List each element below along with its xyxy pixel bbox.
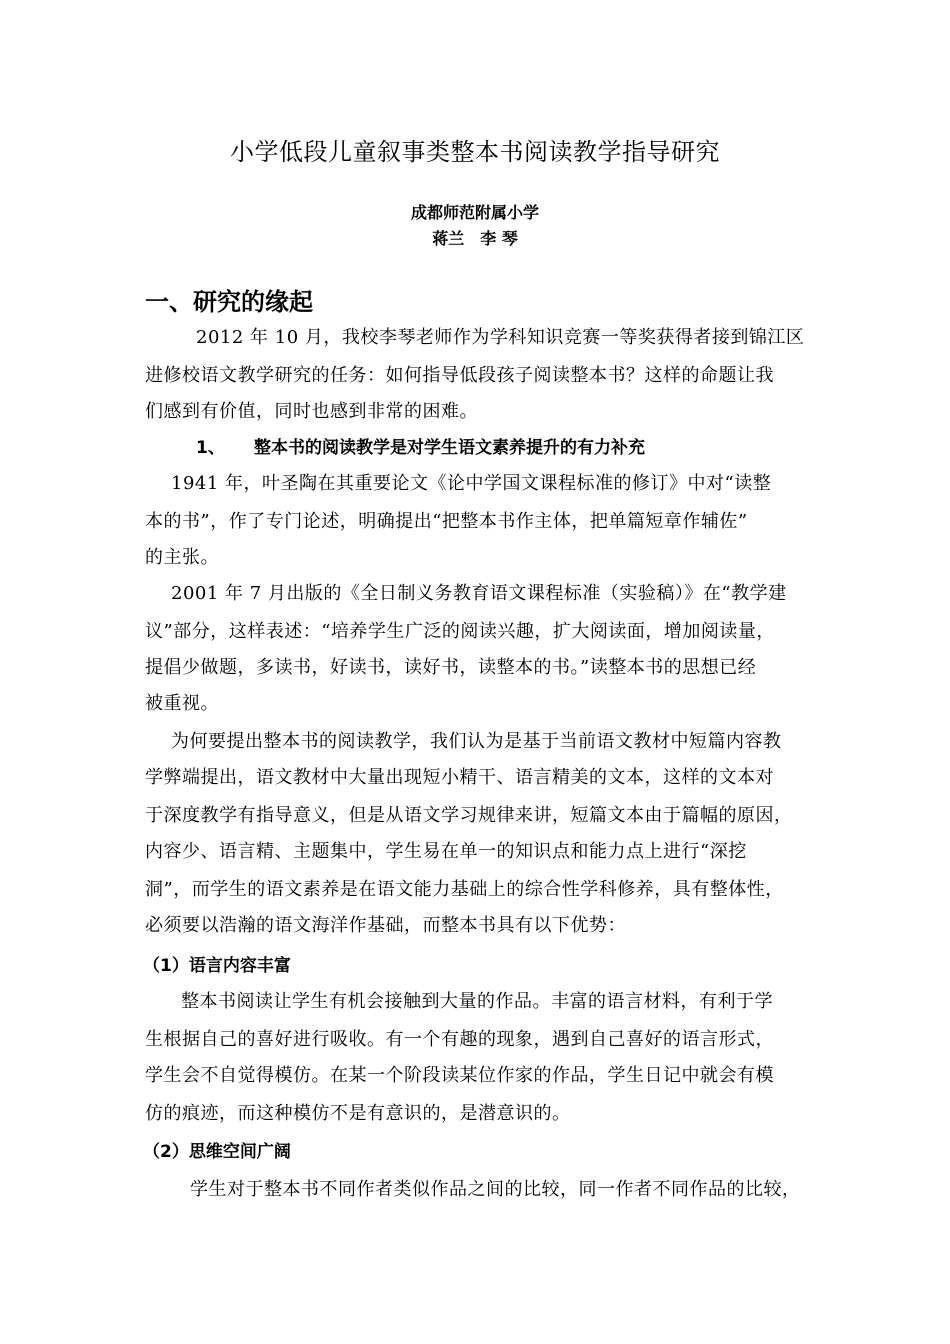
page-title: 小学低段儿童叙事类整本书阅读教学指导研究: [230, 138, 720, 166]
paragraph-line: 学生会不自觉得模仿。在某一个阶段读某位作家的作品，学生日记中就会有模: [145, 1065, 774, 1086]
intro-line: 进修校语文教学研究的任务：如何指导低段孩子阅读整本书？这样的命题让我: [145, 365, 774, 386]
section-heading: 一、研究的缘起: [145, 288, 313, 316]
point-heading: （1）语言内容丰富: [143, 956, 291, 976]
paragraph-line: 必须要以浩瀚的语文海洋作基础，而整本书具有以下优势：: [145, 915, 626, 936]
paragraph-line: 议”部分，这样表述：“培养学生广泛的阅读兴趣，扩大阅读面，增加阅读量，: [145, 621, 775, 642]
school-name: 成都师范附属小学: [410, 203, 539, 222]
paragraph-line: 生根据自己的喜好进行吸收。有一个有趣的现象，遇到自己喜好的语言形式，: [145, 1029, 774, 1050]
paragraph-line: 本的书”，作了专门论述，明确提出“把整本书作主体，把单篇短章作辅佐”: [145, 511, 748, 532]
paragraph-line: 仿的痕迹，而这种模仿不是有意识的，是潜意识的。: [145, 1103, 571, 1124]
point-heading: （2）思维空间广阔: [143, 1142, 291, 1162]
paragraph-line: 内容少、语言精、主题集中，学生易在单一的知识点和能力点上进行“深挖: [145, 841, 747, 862]
paragraph-line: 提倡少做题，多读书，好读书，读好书，读整本的书。”读整本书的思想已经: [145, 657, 757, 678]
paragraph-line: 被重视。: [145, 693, 219, 714]
paragraph-line: 洞”，而学生的语文素养是在语文能力基础上的综合性学科修养，具有整体性，: [145, 879, 784, 900]
paragraph-line: 的主张。: [145, 547, 219, 568]
paragraph-line: 2001 年 7 月出版的《全日制义务教育语文课程标准（实验稿）》在“教学建: [171, 583, 787, 604]
intro-line: 2012 年 10 月，我校李琴老师作为学科知识竞赛一等奖获得者接到锦江区: [196, 327, 805, 348]
author-names: 蒋兰 李 琴: [432, 229, 518, 248]
paragraph-line: 学生对于整本书不同作者类似作品之间的比较，同一作者不同作品的比较，: [190, 1179, 801, 1200]
subsection-number: 1、: [196, 438, 225, 458]
intro-line: 们感到有价值，同时也感到非常的困难。: [145, 401, 478, 422]
paragraph-line: 学弊端提出，语文教材中大量出现短小精干、语言精美的文本，这样的文本对: [145, 767, 774, 788]
paragraph-line: 1941 年，叶圣陶在其重要论文《论中学国文课程标准的修订》中对“读整: [171, 473, 772, 494]
subsection-heading: 整本书的阅读教学是对学生语文素养提升的有力补充: [254, 438, 645, 458]
paragraph-line: 为何要提出整本书的阅读教学，我们认为是基于当前语文教材中短篇内容教: [171, 731, 782, 752]
paragraph-line: 于深度教学有指导意义，但是从语文学习规律来讲，短篇文本由于篇幅的原因，: [145, 805, 793, 826]
paragraph-line: 整本书阅读让学生有机会接触到大量的作品。丰富的语言材料，有利于学: [181, 991, 773, 1012]
